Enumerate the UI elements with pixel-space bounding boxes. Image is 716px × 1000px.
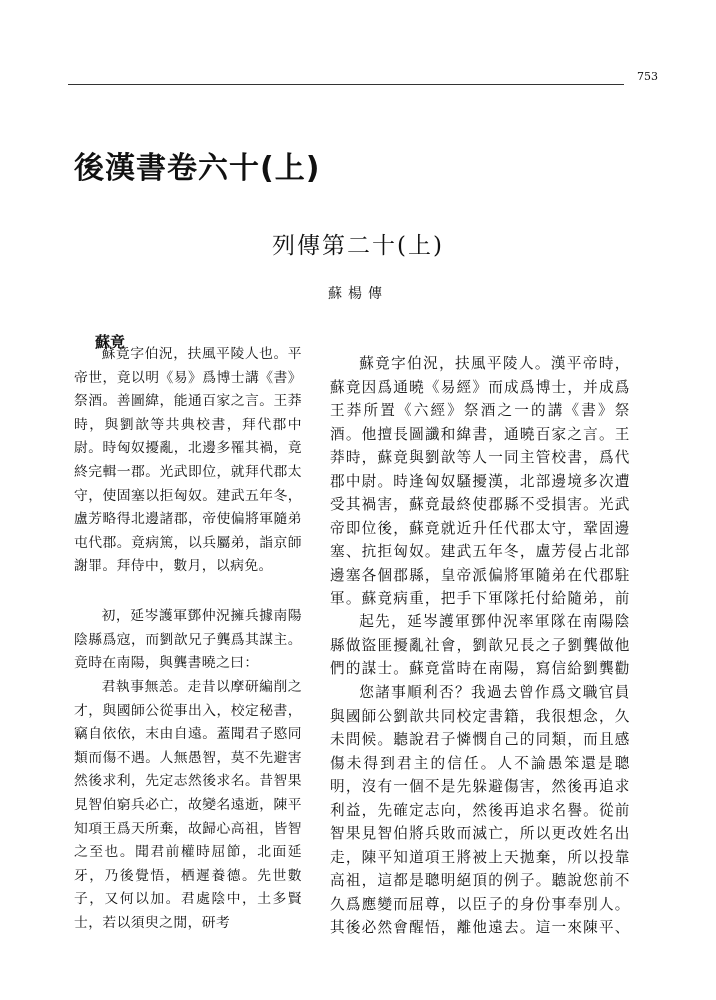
classical-paragraph-2: 初，延岑護軍鄧仲況擁兵據南陽陰縣爲寇，而劉歆兄子龔爲其謀主。竟時在南陽，與龔書曉之曰： — [74, 608, 302, 672]
volume-title: 後漢書卷六十(上) — [74, 151, 321, 186]
classical-paragraph-1: 蘇竟字伯況，扶風平陵人也。平帝世，竟以明《易》爲博士講《書》祭酒。善圖緯，能通百家之言。王莽時，與劉歆等共典校書，拜代郡中尉。時匈奴擾亂，北邊多罹其禍，竟終完輯一郡。光武即位，就拜代郡太守，使固塞以拒匈奴。建武五年冬，盧芳略得北邊諸郡，帝使偏將軍隨弟屯代郡。竟病篤，以兵屬弟，詣京師謝罪。拜侍中，數月，以病免。 — [74, 346, 302, 575]
modern-paragraph-1: 蘇竟字伯況，扶風平陵人。漢平帝時，蘇竟因爲通曉《易經》而成爲博士，并成爲王莽所置《六經》祭酒之一的講《書》祭酒。他擅長圖讖和緯書，通曉百家之言。王莽時，蘇竟與劉歆等人一同主管校書，爲代郡中尉。時逢匈奴騷擾漢，北部邊境多次遭受其禍害，蘇竟最終使郡縣不受損害。光武帝即位後，蘇竟就近升任代郡太守，鞏固邊塞、抗拒匈奴。建武五年冬，盧芳侵占北部邊塞各個郡縣，皇帝派偏將軍隨弟在代郡駐軍。蘇竟病重，把手下軍隊托付給隨弟，前 — [330, 355, 630, 607]
classical-column-block-2 — [74, 605, 302, 677]
chapter-title: 列傳第二十(上) — [272, 233, 444, 259]
classical-column-block-3 — [74, 676, 302, 934]
classical-column-block-1 — [74, 343, 302, 579]
modern-column-block-2 — [330, 610, 630, 682]
section-heading: 蘇竟 — [95, 333, 126, 351]
modern-column-block-1 — [330, 352, 630, 614]
page-number: 753 — [637, 70, 658, 83]
modern-paragraph-3: 您諸事順利否？我過去曾作爲文職官員與國師公劉歆共同校定書籍，我很想念，久未問候。聽說君子憐憫自己的同類，而且感傷未得到君主的信任。人不論愚笨還是聰明，沒有一個不是先躲避傷害，然後再追求利益，先確定志向，然後再追求名譽。從前智果見智伯將兵敗而滅亡，所以更改姓名出走，陳平知道項王將被上天拋棄，所以投靠高祖，這都是聰明絕頂的例子。聽說您前不久爲應變而屈尊，以臣子的身份事奉別人。其後必然會醒悟，離他遠去。這一來陳平、 — [330, 684, 630, 936]
classical-paragraph-3: 君執事無恙。走昔以摩研編削之才，與國師公從事出入，校定秘書，竊自依依，末由自遠。蓋聞君子愍同類而傷不遇。人無愚智，莫不先避害然後求利，先定志然後求名。昔智果見智伯窮兵必亡，故變名遠逝，陳平知項王爲天所棄，故歸心高祖，皆智之至也。聞君前權時屈節，北面延牙，乃後覺悟，栖遲養德。先世數子，又何以加。君處陰中，土多賢士，若以須臾之閒，研考 — [74, 679, 302, 931]
header-rule — [68, 84, 624, 85]
biography-title: 蘇楊傳 — [328, 286, 388, 302]
modern-column-block-3 — [330, 681, 630, 943]
modern-paragraph-2: 起先，延岑護軍鄧仲況率軍隊在南陽陰縣做盜匪擾亂社會，劉歆兄長之子劉龔做他們的謀士。蘇竟當時在南陽，寫信給劉龔勸 — [330, 613, 630, 677]
